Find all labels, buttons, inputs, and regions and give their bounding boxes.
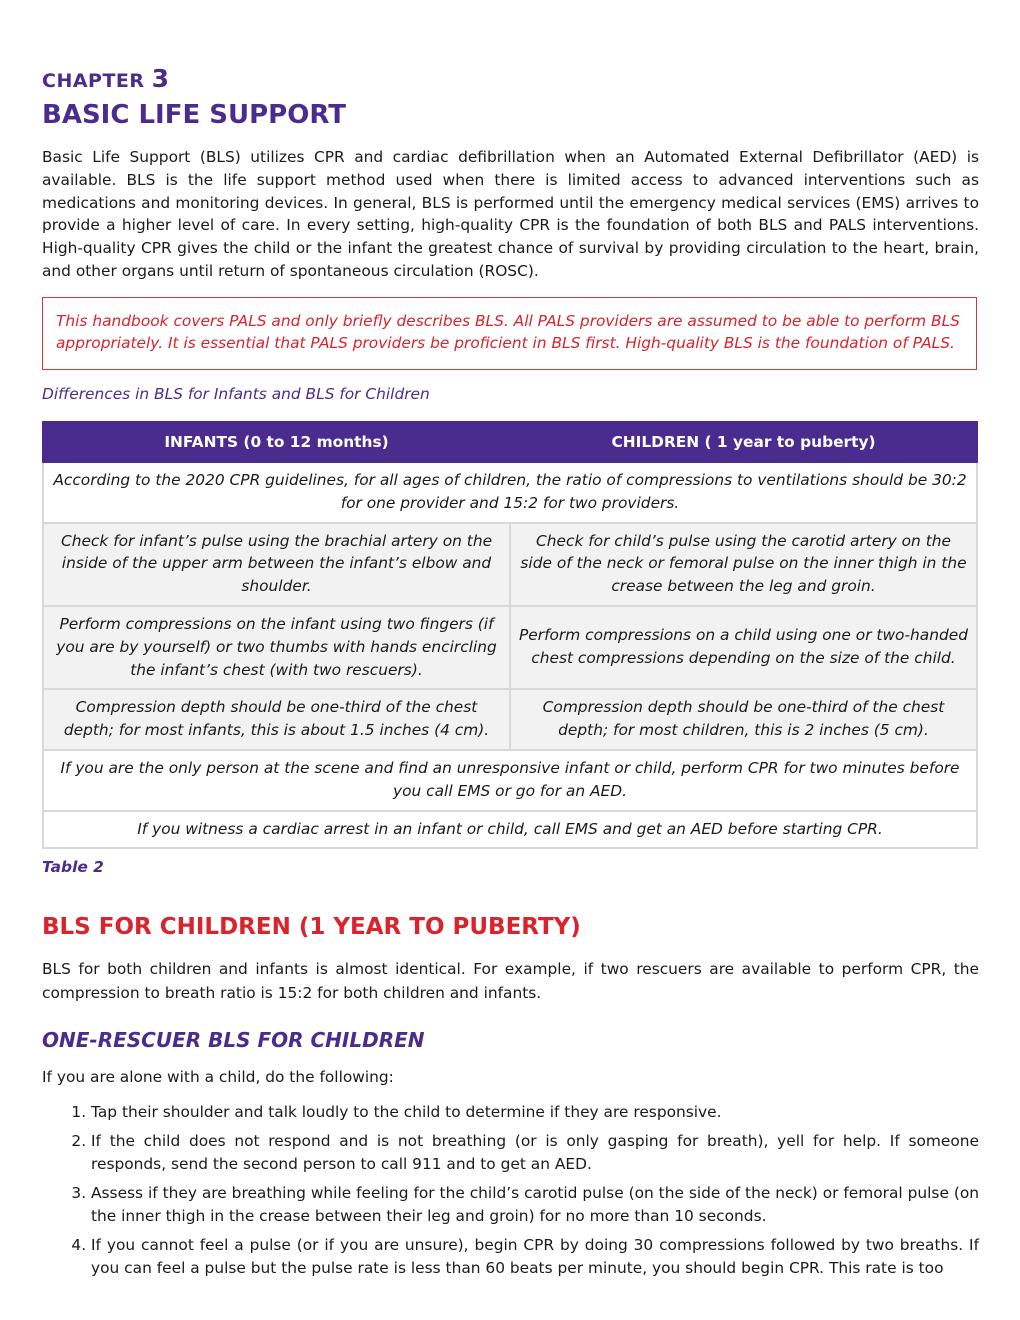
chapter-title: BASIC LIFE SUPPORT [42,100,346,130]
list-item: 2. If the child does not respond and is not breathing (or is only gasping for breath), yell for help. If someone responds, send the second person to call 911 and to get an AED. [91,1130,979,1177]
bls-differences-table [42,421,978,849]
chapter-number: 3 [151,64,170,93]
list-item: 4. If you cannot feel a pulse (or if you are unsure), begin CPR by doing 30 compressions followed by two breaths. If you can feel a pulse but the pulse rate is less than 60 beats per minute, you should begin CPR. This rate is too [91,1234,979,1281]
table-header-row [43,422,977,462]
table-row [43,606,977,689]
chapter-label [42,64,170,93]
table-row [43,523,977,606]
witness-cell: If you witness a cardiac arrest in an infant or child, call EMS and get an AED before starting CPR. [43,811,977,849]
table-row [43,689,977,750]
child-depth-cell: Compression depth should be one-third of the chest depth; for most children, this is 2 inches (5 cm). [510,689,977,750]
alone-cell: If you are the only person at the scene and find an unresponsive infant or child, perform CPR for two minutes before you call EMS or go for an AED. [43,750,977,811]
infant-compressions-cell: Perform compressions on the infant using two fingers (if you are by yourself) or two thumbs with hands encircling the infant’s chest (with two rescuers). [43,606,510,689]
section-paragraph: BLS for both children and infants is almost identical. For example, if two rescuers are available to perform CPR, the compression to breath ratio is 15:2 for both children and infants. [42,960,979,1002]
steps-list [42,1101,979,1286]
table-row [43,811,977,849]
note-callout: This handbook covers PALS and only briefly describes BLS. All PALS providers are assumed to be able to perform BLS appropriately. It is essential that PALS providers be proficient in BLS first. High-quality BLS is the foundation of PALS. [42,297,977,370]
header-children: CHILDREN ( 1 year to puberty) [510,422,977,462]
header-infants: INFANTS (0 to 12 months) [43,422,510,462]
section-heading: BLS FOR CHILDREN (1 YEAR TO PUBERTY) [42,914,581,940]
table-row [43,462,977,523]
sub-heading: ONE-RESCUER BLS FOR CHILDREN [42,1028,425,1052]
infant-depth-cell: Compression depth should be one-third of the chest depth; for most infants, this is about 1.5 inches (4 cm). [43,689,510,750]
table-number-label: Table 2 [42,858,104,876]
intro-paragraph: Basic Life Support (BLS) utilizes CPR and cardiac defibrillation when an Automated External Defibrillator (AED) is available. BLS is the life support method used when there is limited access to advanced interventions such as medications and monitoring devices. In general, BLS is performed until the emergency medical services (EMS) arrives to provide a higher level of care. In every setting, high-quality CPR is the foundation of both BLS and PALS interventions. High-quality CPR gives the child or the infant the greatest chance of survival by providing circulation to the heart, brain, and other organs until return of spontaneous circulation (ROSC). [42,148,979,280]
lead-sentence: If you are alone with a child, do the following: [42,1068,394,1086]
table-row [43,750,977,811]
child-compressions-cell: Perform compressions on a child using one or two-handed chest compressions depending on the size of the child. [510,606,977,689]
child-pulse-cell: Check for child’s pulse using the carotid artery on the side of the neck or femoral pulse on the inner thigh in the crease between the leg and groin. [510,523,977,606]
chapter-word: CHAPTER [42,70,145,92]
ratio-cell: According to the 2020 CPR guidelines, for all ages of children, the ratio of compressions to ventilations should be 30:2 for one provider and 15:2 for two providers. [43,462,977,523]
table-caption: Differences in BLS for Infants and BLS for Children [42,385,430,403]
list-item: 1. Tap their shoulder and talk loudly to the child to determine if they are responsive. [91,1101,979,1125]
infant-pulse-cell: Check for infant’s pulse using the brachial artery on the inside of the upper arm between the infant’s elbow and shoulder. [43,523,510,606]
list-item: 3. Assess if they are breathing while feeling for the child’s carotid pulse (on the side of the neck) or femoral pulse (on the inner thigh in the crease between their leg and groin) for no more than 10 seconds. [91,1182,979,1229]
